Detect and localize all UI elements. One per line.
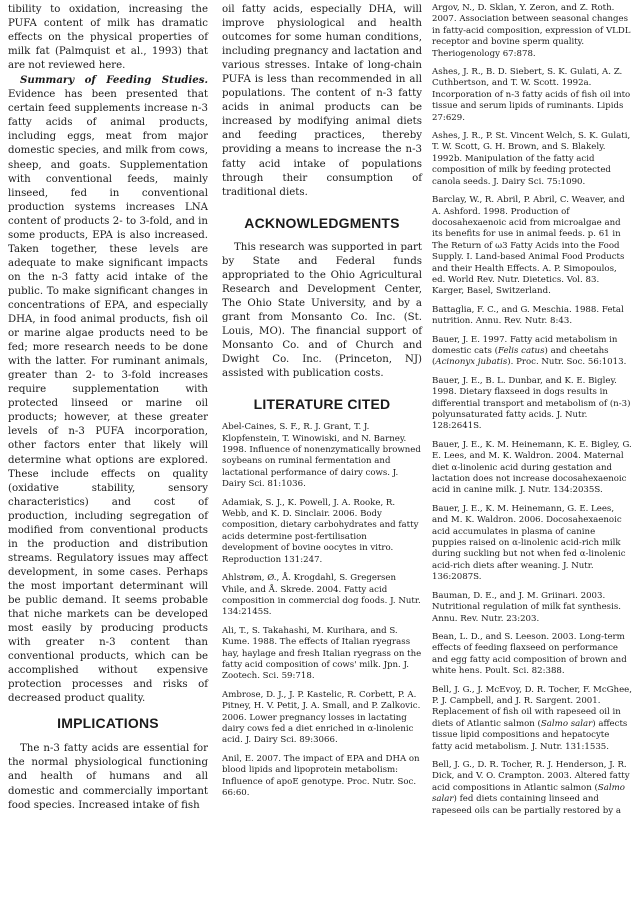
paragraph-continuation: oil fatty acids, especially DHA, will improve physiological and health outcomes for some human conditions, including pregnancy and lactation and various stresses. Intake of long-chain PUFA is less than recommended in all populations. The content of n-3 fatty acids in animal products can be increased by modifying animal diets and feeding practices, thereby providing a means to increase the n-3 fatty acid intake of populations through their consumption of traditional diets. [222, 4, 422, 198]
reference-abel-caines-1998: Abel-Caines, S. F., R. J. Grant, T. J. Klopfenstein, T. Winowiski, and N. Barney. 1998. Influence of nonenzymatically browned soybeans on ruminal fermentation and lactational performance of dairy cows. J. Dairy Sci. 81:1036. [222, 422, 421, 490]
reference-text: Bauer, J. E. 1997. Fatty acid metabolism in domestic cats ( [432, 334, 618, 356]
reference-text: ) and cheetahs ( [432, 345, 609, 368]
paragraph-continuation: tibility to oxidation, increasing the PUFA content of milk has dramatic effects on the physical properties of milk fat (Palmquist et al., 1993) that are not reviewed here. [8, 4, 208, 72]
reference-ambrose-2006: Ambrose, D. J., J. P. Kastelic, R. Corbett, P. A. Pitney, H. V. Petit, J. A. Small, and P. Zalkovic. 2006. Lower pregnancy losses in lactating dairy cows fed a diet enriched in α-linolenic acid. J. Dairy Sci. 89:3066. [222, 689, 421, 746]
species-name: Salmo salar [540, 718, 593, 729]
reference-bell-2003 [432, 760, 632, 817]
reference-bauer-1998: Bauer, J. E., B. L. Dunbar, and K. E. Bigley. 1998. Dietary flaxseed in dogs results in differential transport and metabolism of (n-3) polyunsaturated fatty acids. J. Nutr. 128:2641S. [432, 375, 631, 432]
paragraph-acknowledgments: This research was supported in part by State and Federal funds appropriated to the Ohio Agricultural Research and Development Center, The Ohio State University, and by a grant from Monsanto Co. Inc. (St. Louis, MO). The financial support of Monsanto Co. and of Church and Dwight Co. Inc. (Princeton, NJ) assisted with publication costs. [222, 241, 422, 380]
column-3 [432, 0, 632, 824]
reference-anil-2007: Anil, E. 2007. The impact of EPA and DHA on blood lipids and lipoprotein metabolism: Influence of apoE genotype. Proc. Nutr. Soc. 66:60. [222, 753, 420, 798]
species-name: Salmo salar [432, 782, 625, 805]
species-name: Felis catus [497, 345, 545, 356]
reference-barclay-1998: Barclay, W., R. Abril, P. Abril, C. Weaver, and A. Ashford. 1998. Production of docosahexaenoic acid from microalgae and its benefits for use in animal feeds. p. 61 in The Return of ω3 Fatty Acids into the Food Supply. I. Land-based Animal Food Products and their Health Effects. A. P. Simopoulos, ed. World Rev. Nutr. Dietetics. Vol. 83. Karger, Basel, Switzerland. [432, 195, 625, 297]
heading-literature-cited: LITERATURE CITED [253, 396, 391, 413]
species-name: Acinonyx jubatis [435, 357, 508, 368]
reference-bell-2001 [432, 685, 632, 753]
reference-battaglia-1988: Battaglia, F. C., and G. Meschia. 1988. Fetal nutrition. Annu. Rev. Nutr. 8:43. [432, 304, 624, 327]
reference-ashes-1992b: Ashes, J. R., P. St. Vincent Welch, S. K. Gulati, T. W. Scott, G. H. Brown, and S. Blakely. 1992b. Manipulation of the fatty acid composition of milk by feeding protected canola seeds. J. Dairy Sci. 75:1090. [432, 131, 631, 187]
reference-ahlstrom-2004: Ahlstrøm, Ø., Å. Krogdahl, S. Gregersen Vhile, and Å. Skrede. 2004. Fatty acid composition in commercial dog foods. J. Nutr. 134:2145S. [222, 573, 421, 618]
reference-ashes-1992a: Ashes, J. R., B. D. Siebert, S. K. Gulati, A. Z. Cuthbertson, and T. W. Scott. 1992a. Incorporation of n-3 fatty acids of fish oil into tissue and serum lipids of ruminants. Lipids 27:629. [432, 67, 631, 123]
paragraph-summary [8, 73, 208, 706]
reference-text: ). Proc. Nutr. Soc. 56:1013. [507, 357, 627, 368]
reference-text: Bell, J. G., J. McEvoy, D. R. Tocher, F. McGhee, P. J. Campbell, and J. R. Sargent. 2001. Replacement of fish oil with rapeseed oil in diets of Atlantic salmon ( [432, 684, 632, 729]
reference-adamiak-2006: Adamiak, S. J., K. Powell, J. A. Rooke, R. Webb, and K. D. Sinclair. 2006. Body composition, dietary carbohydrates and fatty acids determine post-fertilisation development of bovine oocytes in vitro. Reproduction 131:247. [222, 497, 419, 565]
reference-argov-2007: Argov, N., D. Sklan, Y. Zeron, and Z. Roth. 2007. Association between seasonal changes in fatty-acid composition, expression of VLDL receptor and bovine sperm quality. Theriogenology 67:878. [432, 3, 631, 59]
paragraph-implications: The n-3 fatty acids are essential for the normal physiological functioning and health of humans and all domestic and commercially important food species. Increased intake of fish [8, 743, 208, 811]
reference-bauman-2003: Bauman, D. E., and J. M. Griinari. 2003. Nutritional regulation of milk fat synthesis. Annu. Rev. Nutr. 23:203. [432, 590, 621, 624]
subheading-summary-of-feeding-studies: Summary of Feeding Studies. [20, 74, 208, 87]
reference-text: ) fed diets containing linseed and rapeseed oils can be partially restored by a [432, 794, 621, 816]
heading-implications: IMPLICATIONS [57, 715, 159, 732]
reference-text: ) affects tissue lipid compositions and hepatocyte fatty acid metabolism. J. Nutr. 131:1535. [432, 718, 628, 752]
reference-bauer-2004: Bauer, J. E., K. M. Heinemann, K. E. Bigley, G. E. Lees, and M. K. Waldron. 2004. Maternal diet α-linolenic acid during gestation and lactation does not increase docosahexaenoic acid in canine milk. J. Nutr. 134:2035S. [432, 439, 632, 496]
reference-bean-2003: Bean, L. D., and S. Leeson. 2003. Long-term effects of feeding flaxseed on performance and egg fatty acid composition of brown and white hens. Poult. Sci. 82:388. [432, 631, 627, 677]
paragraph-summary-text: Evidence has been presented that certain feed supplements increase n-3 fatty acids of animal products, including eggs, meat from major domestic species, and milk from cows, sheep, and goats. Supplementation with conventional feeds, mainly linseed, fed in conventional production systems increases LNA content of products 2- to 3-fold, and in some products, EPA is also increased. Taken together, these levels are adequate to make significant impacts on the n-3 fatty acid intake of the public. To make significant changes in concentrations of EPA, and especially DHA, in food animal products, fish oil or marine algae products need to be fed; more research needs to be done with the latter. For ruminant animals, greater than 2- to 3-fold increases require supplementation with protected linseed or marine oil products; however, at these greater levels of n-3 PUFA incorporation, other factors enter that likely will determine what options are explored. These include effects on quality (oxidative stability, sensory characteristics) and cost of production, including segregation of modified from conventional products in the production and distribution streams. Regulatory issues may affect development, in some cases. Perhaps the most important determinant will be public demand. It seems probable that niche markets can be developed most easily by producing products with greater n-3 content than conventional products, which can be accomplished without expensive protection processes and risks of decreased product quality. [8, 89, 208, 705]
heading-acknowledgments: ACKNOWLEDGMENTS [244, 214, 400, 231]
reference-bauer-1997 [432, 335, 632, 369]
column-1 [8, 0, 208, 813]
reference-bauer-2006: Bauer, J. E., K. M. Heinemann, G. E. Lees, and M. K. Waldron. 2006. Docosahexaenoic acid accumulates in plasma of canine puppies raised on α-linolenic acid-rich milk during suckling but not when fed α-linolenic acid-rich diets after weaning. J. Nutr. 136:2087S. [432, 503, 626, 583]
column-2 [222, 0, 422, 806]
reference-ali-1988: Ali, T., S. Takahashi, M. Kurihara, and S. Kume. 1988. The effects of Italian ryegrass hay, haylage and fresh Italian ryegrass on the fatty acid composition of cows' milk. Jpn. J. Zootech. Sci. 59:718. [222, 625, 422, 682]
reference-list [222, 422, 422, 799]
reference-text: Bell, J. G., D. R. Tocher, R. J. Henderson, J. R. Dick, and V. O. Crampton. 2003. Altered fatty acid compositions in Atlantic salmon ( [432, 759, 630, 793]
